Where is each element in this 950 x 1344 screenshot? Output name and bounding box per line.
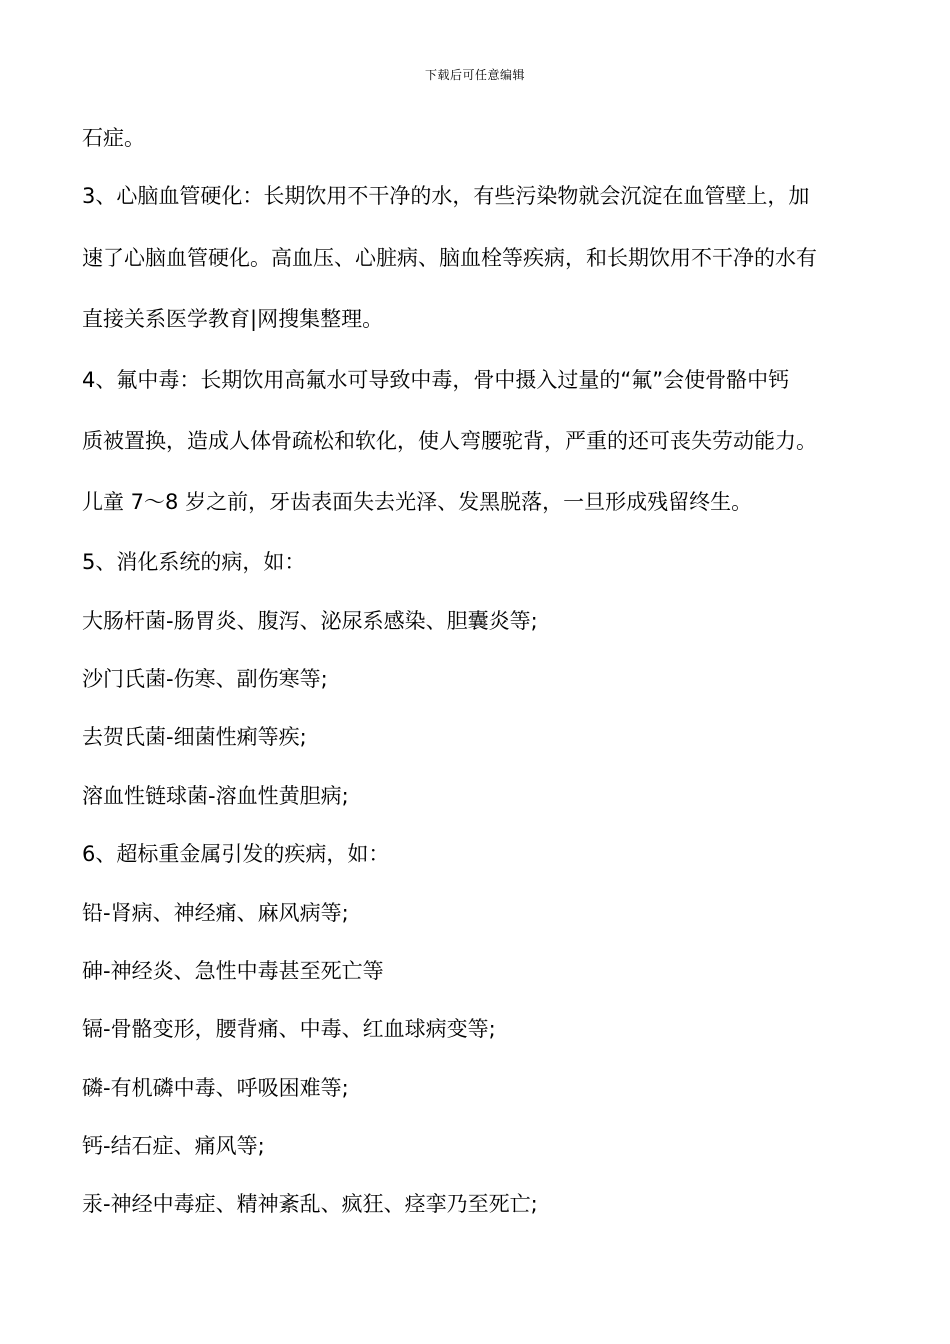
text-line: 3、心脑血管硬化：长期饮用不干净的水，有些污染物就会沉淀在血管壁上，加 xyxy=(82,184,810,208)
text-line: 溶血性链球菌-溶血性黄胆病; xyxy=(82,784,349,808)
text-line: 儿童 7～8 岁之前，牙齿表面失去光泽、发黑脱落，一旦形成残留终生。 xyxy=(82,490,753,514)
text-line: 4、氟中毒：长期饮用高氟水可导致中毒，骨中摄入过量的“氟”会使骨骼中钙 xyxy=(82,368,790,392)
text-line: 去贺氏菌-细菌性痢等疾; xyxy=(82,725,307,749)
text-line: 6、超标重金属引发的疾病，如： xyxy=(82,842,390,866)
page-header: 下载后可任意编辑 xyxy=(424,68,525,82)
text-line: 质被置换，造成人体骨疏松和软化，使人弯腰驼背，严重的还可丧失劳动能力。 xyxy=(82,429,817,453)
text-line: 大肠杆菌-肠胃炎、腹泻、泌尿系感染、胆囊炎等; xyxy=(82,609,538,633)
text-line: 沙门氏菌-伤寒、副伤寒等; xyxy=(82,667,328,691)
text-line: 磷-有机磷中毒、呼吸困难等; xyxy=(82,1076,349,1100)
text-line: 石症。 xyxy=(82,126,145,150)
text-line: 砷-神经炎、急性中毒甚至死亡等 xyxy=(82,959,384,983)
text-line: 铅-肾病、神经痛、麻风病等; xyxy=(82,901,349,925)
text-line: 5、消化系统的病，如： xyxy=(82,550,306,574)
text-line: 钙-结石症、痛风等; xyxy=(82,1134,265,1158)
text-line: 汞-神经中毒症、精神紊乱、疯狂、痉挛乃至死亡; xyxy=(82,1192,538,1216)
text-line: 镉-骨骼变形，腰背痛、中毒、红血球病变等; xyxy=(82,1017,496,1041)
text-line: 速了心脑血管硬化。高血压、心脏病、脑血栓等疾病，和长期饮用不干净的水有 xyxy=(82,246,817,270)
text-line: 直接关系医学教育|网搜集整理。 xyxy=(82,307,384,331)
